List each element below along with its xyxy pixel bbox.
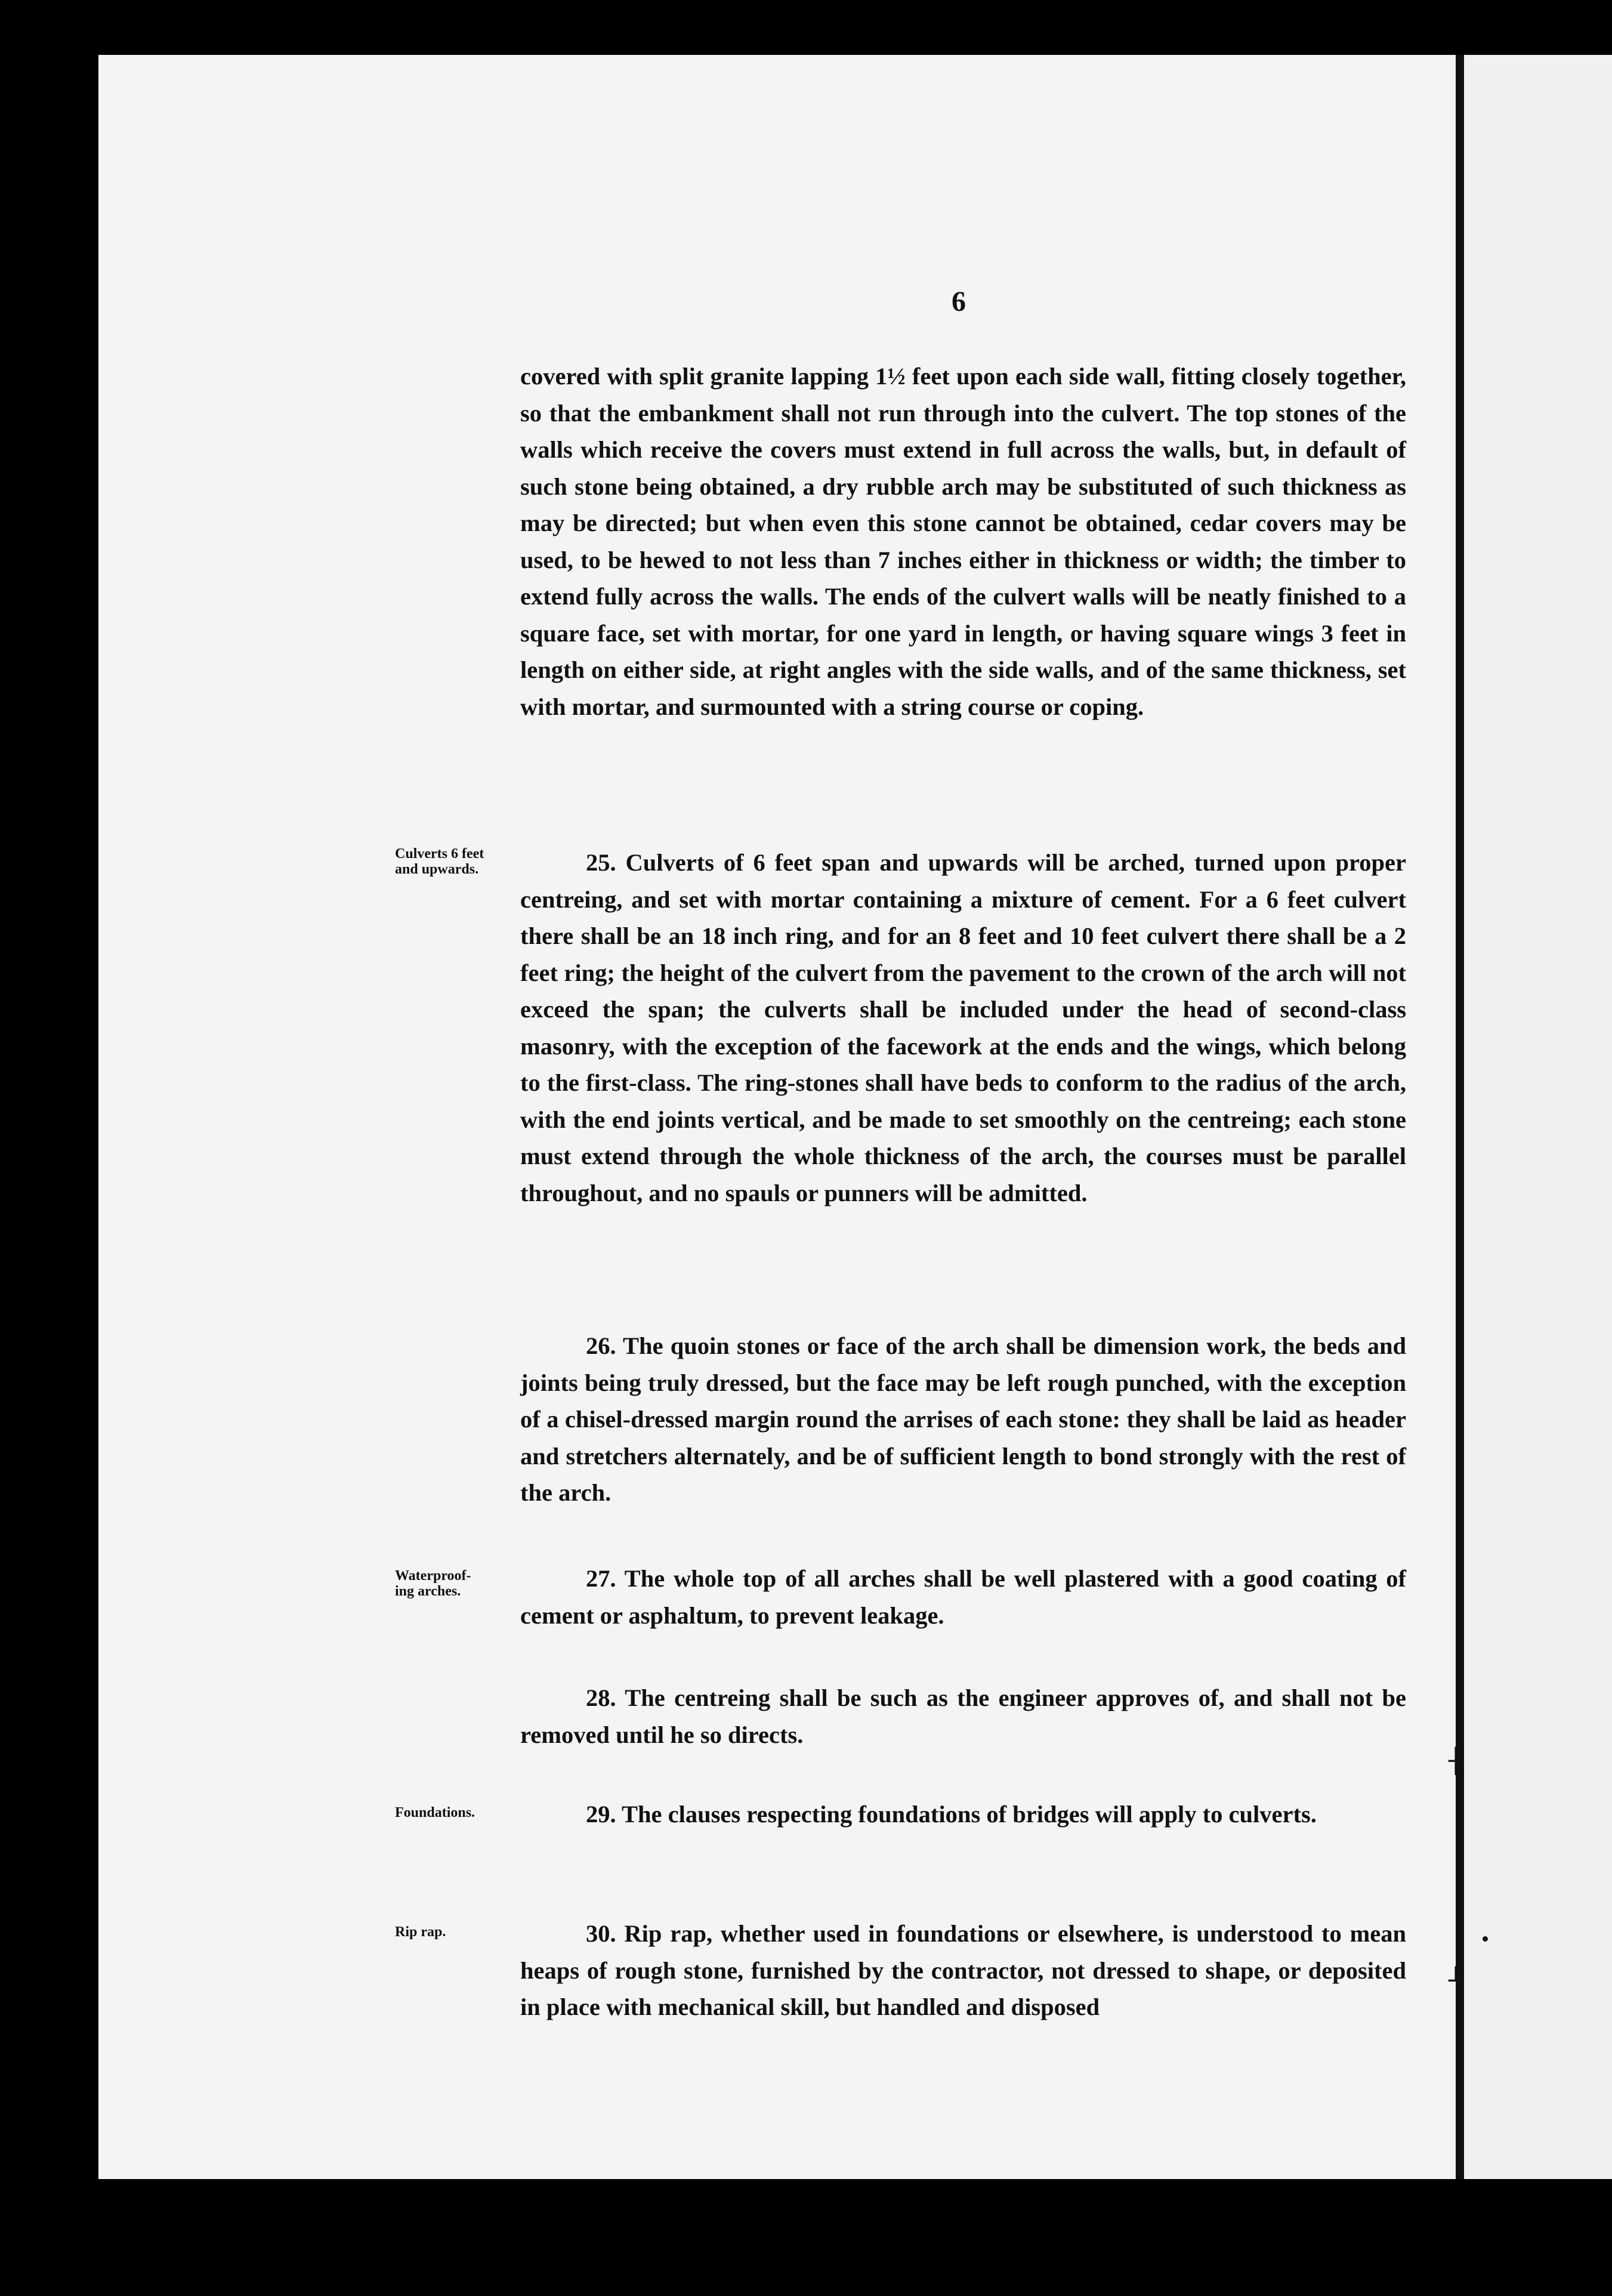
paragraph-30 <box>520 1915 1406 2026</box>
margin-note-foundations: Foundations. <box>395 1805 475 1820</box>
top-dagger-mark: ┼ <box>1449 1748 1463 1775</box>
paragraph-text: 29. The clauses respecting foundations of bridges will apply to culverts. <box>586 1801 1317 1828</box>
page-number: 6 <box>952 286 966 317</box>
bottom-caret-mark: ┴ <box>1449 1967 1463 1995</box>
paragraph-text: 27. The whole top of all arches shall be well plastered with a good coating of cement or asphaltum, to prevent leakage. <box>520 1565 1406 1629</box>
paragraph-text: covered with split granite lapping 1½ feet upon each side wall, fitting closely together, so that the embankment shall not run through into the culvert. The top stones of the walls which receive the covers must extend in full across the walls, but, in default of such stone being obtained, a dry rubble arch may be substituted of such thickness as may be directed; but when even this stone cannot be obtained, cedar covers may be used, to be hewed to not less than 7 inches either in thickness or width; the timber to extend fully across the walls. The ends of the culvert walls will be neatly finished to a square face, set with mortar, for one yard in length, or having square wings 3 feet in length on either side, at right angles with the side walls, and of the same thickness, set with mortar, and surmounted with a string course or coping. <box>520 363 1406 720</box>
paragraph-26 <box>520 1328 1406 1511</box>
margin-note-culverts: Culverts 6 feet and upwards. <box>395 846 484 877</box>
paragraph-text: 28. The centreing shall be such as the engineer approves of, and shall not be removed until he so directs. <box>520 1684 1406 1748</box>
stray-dot <box>1483 1936 1488 1942</box>
paragraph-25 <box>520 844 1406 1211</box>
adjacent-page-edge <box>1456 55 1612 2179</box>
paragraph-text: 25. Culverts of 6 feet span and upwards will be arched, turned upon proper centreing, and set with mortar containing a mixture of cement. For a 6 feet culvert there shall be an 18 inch ring, and for an 8 feet and 10 feet culvert there shall be a 2 feet ring; the height of the culvert from the pavement to the crown of the arch will not exceed the span; the culverts shall be included under the head of second-class masonry, with the exception of the facework at the ends and the wings, which belong to the first-class. The ring-stones shall have beds to conform to the radius of the arch, with the end joints vertical, and be made to set smoothly on the centreing; each stone must extend through the whole thickness of the arch, the courses must be parallel throughout, and no spauls or punners will be admitted. <box>520 849 1406 1206</box>
paragraph-28 <box>520 1680 1406 1753</box>
paragraph-29 <box>520 1796 1406 1833</box>
paragraph-text: 30. Rip rap, whether used in foundations or elsewhere, is understood to mean heaps of rough stone, furnished by the contractor, not dressed to shape, or deposited in place with mechanical skill, but handled and disposed <box>520 1920 1406 2020</box>
paragraph-text: 26. The quoin stones or face of the arch shall be dimension work, the beds and joints being truly dressed, but the face may be left rough punched, with the exception of a chisel-dressed margin round the arrises of each stone: they shall be laid as header and stretchers alternately, and be of sufficient length to bond strongly with the rest of the arch. <box>520 1332 1406 1506</box>
margin-note-waterproofing: Waterproof- ing arches. <box>395 1568 471 1599</box>
paragraph-27 <box>520 1560 1406 1634</box>
paragraph-continuation <box>520 358 1406 725</box>
margin-note-rip-rap: Rip rap. <box>395 1924 446 1940</box>
